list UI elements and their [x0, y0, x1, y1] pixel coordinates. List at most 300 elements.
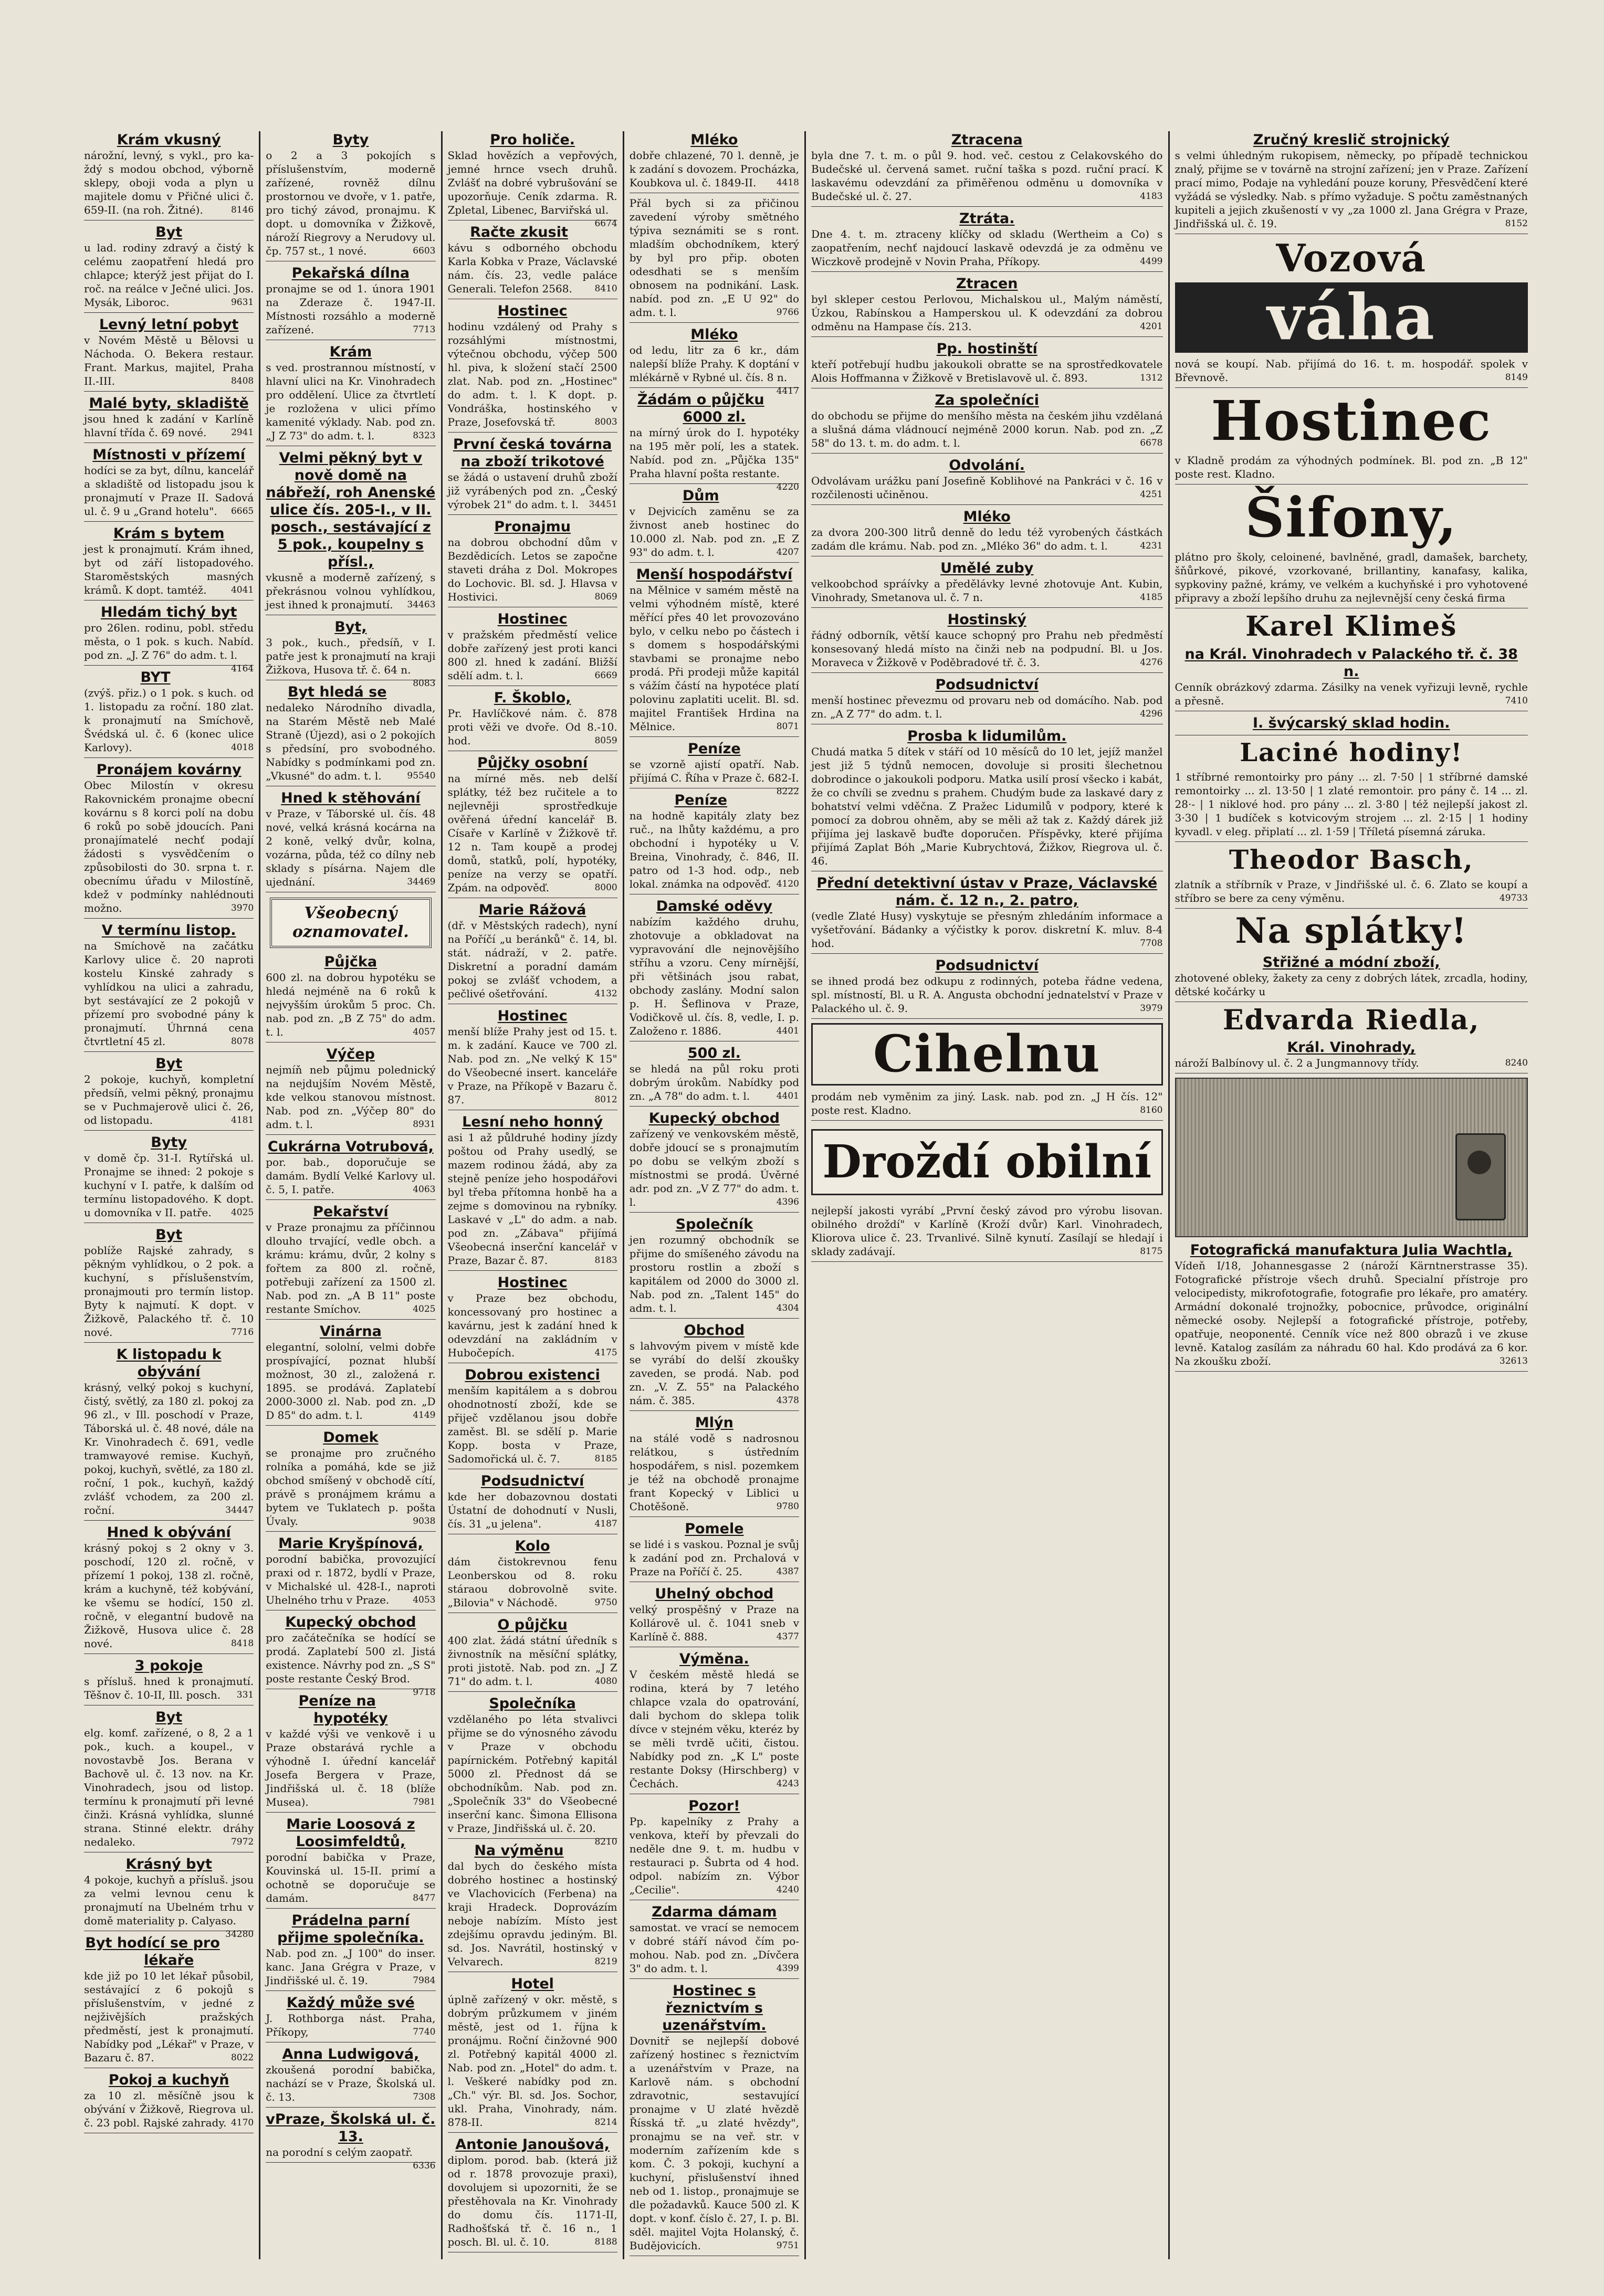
ad-body-text: úplně zařízený v okr. městě, s dobrým průzkumem v jiném městě, jest od 1. října k pronájmu. Roční činžovné 900 zl. Potřebný kapitál 4000 zl. Nab. pod zn. „Hotel" do adm. t. l. Veškeré nabídky pod zn. „Ch." výr. Bl. sd. Jos. Sochor, ukl. Praha, Vinohrady, nám. 878-II. 8214 [447, 1993, 617, 2129]
display-headline: Edvarda Riedla, [1223, 1004, 1480, 1036]
ad-body-text: jsou hned k zadání v Karlíně hlavní třída č. 69 nové. 2941 [84, 413, 254, 439]
ad-reference-number: 4132 [594, 988, 617, 999]
ad-heading: Byt [155, 1709, 183, 1725]
ad-heading: Pozor! [688, 1798, 740, 1814]
ad-body-text: řádný odborník, větší kauce schopný pro Prahu neb předměstí konsesovaný hledá místo na činži neb na podpudní. Bl. u Jos. Moraveca v Žižkově v Poděbradové tř. č. 3. 4276 [811, 629, 1163, 669]
ad-body-text: menší hostinec převezmu od provaru neb od domácího. Nab. pod zn. „A Z 77" do adm. t. l. 4296 [811, 694, 1163, 720]
ad-reference-number: 8418 [230, 1638, 254, 1649]
ad-heading: I. švýcarský sklad hodin. [1252, 714, 1450, 731]
ad-heading: Hotel [511, 1976, 554, 1992]
classified-ad [811, 1204, 1163, 1262]
ad-reference-number: 8214 [594, 2117, 617, 2128]
ad-heading: Společník [675, 1216, 753, 1233]
ad-reference-number: 4399 [776, 1963, 799, 1974]
classified-ad [1175, 954, 1528, 1002]
ad-heading: Ztracen [956, 276, 1018, 292]
ad-reference-number: 8003 [594, 417, 617, 427]
ad-heading: Odvolání. [949, 457, 1025, 473]
classified-ad [1175, 1039, 1528, 1073]
ad-column [806, 131, 1170, 2259]
ad-reference-number: 1312 [1140, 373, 1163, 383]
ad-reference-number: 7410 [1505, 695, 1528, 706]
ad-reference-number: 8323 [413, 430, 436, 441]
classified-ad [630, 196, 799, 323]
ad-body-text: menším kapitálem a s dobrou ohodnotností zboží, kde se přiječ vzdělanou jsou dobře zaměst. Bl. se sdělí p. Marie Kopp. bosta v Praze, Sadomořická ul. č. 7. 8185 [447, 1384, 617, 1465]
ad-heading: BYT [140, 669, 171, 686]
ad-reference-number: 4063 [413, 1184, 436, 1195]
ad-reference-number: 4053 [413, 1595, 436, 1605]
ad-reference-number: 4149 [413, 1410, 436, 1420]
ad-heading: Kupecký obchod [648, 1110, 780, 1126]
classified-ad [448, 518, 617, 607]
ad-body-text: 600 zl. na dobrou hypotéku se hledá nejméně na 6 roků k nejvyšším úrokům 5 proc. Ch. nab. pod zn. „B Z 75" do adm. t. l. 4057 [266, 971, 436, 1038]
ad-reference-number: 49733 [1499, 893, 1528, 904]
ad-reference-number: 4057 [413, 1027, 436, 1037]
ad-heading: Podsudnictví [935, 957, 1039, 974]
classified-ad [1175, 646, 1528, 711]
ad-heading: Kolo [515, 1538, 550, 1554]
ad-body-text: zhotovené obleky, žakety za ceny z dobrých látek, zrcadla, hodiny, dětské kočárky u [1175, 971, 1528, 998]
classified-ad [448, 224, 617, 299]
ad-reference-number: 8183 [594, 1255, 617, 1266]
newspaper-page [79, 131, 1533, 2252]
ad-heading: Umělé zuby [940, 560, 1034, 576]
ad-body-text: jest k pronajmutí. Krám ihned, byt od září listopadového. Staroměstských masných krámů. K dopt. tamtéž. 4041 [84, 543, 254, 596]
ad-reference-number: 4240 [776, 1884, 799, 1895]
classified-ad [811, 1090, 1163, 1121]
classified-ad [266, 618, 436, 689]
ad-body-text: za 10 zl. měsíčně jsou k obývání v Žižkově, Riegrova ul. č. 23 pobl. Rajské zahrady. 4170 [84, 2089, 254, 2129]
classified-ad [266, 131, 435, 261]
ad-reference-number: 4164 [230, 663, 254, 674]
ad-body-text: do obchodu se přijme do menšího města na českém jihu vzdělaná a slušná dáma vládnoucí nejméně 2000 korun. Nab. pod zn. „Z 58" do 13. t. m. do adm. t. l. 6678 [811, 409, 1163, 449]
ad-reference-number: 7981 [413, 1797, 436, 1807]
classified-ad [84, 1346, 254, 1521]
ad-heading: Marie Loosová z Loosimfeldtů, [286, 1816, 415, 1850]
classified-ad [1175, 131, 1528, 234]
ad-reference-number: 4018 [230, 742, 254, 753]
classified-ad [448, 1616, 617, 1692]
ad-reference-number: 8219 [594, 1956, 617, 1967]
ad-column [260, 131, 442, 2259]
ad-heading: Pp. hostinští [936, 341, 1037, 357]
ad-body-text: se lidé i s vaskou. Poznal je svůj k zadání pod zn. Prchalová v Praze na Poříčí č. 25. 4387 [629, 1538, 799, 1578]
classified-ad [84, 1226, 254, 1343]
display-headline: Šifony, [1245, 485, 1458, 550]
classified-ad [630, 1903, 799, 1979]
ad-body-text: s přísluš. hned k pronajmutí. Těšnov č. 10-II, Ill. posch. 331 [84, 1675, 254, 1701]
classified-ad [84, 761, 254, 919]
classified-ad [84, 604, 254, 674]
ad-heading: Krám vkusný [117, 132, 221, 148]
classified-ad [811, 392, 1163, 454]
ad-reference-number: 4418 [776, 177, 799, 188]
ad-body-text: vkusně a moderně zařízený, s překrásnou volnou vyhlídkou, jest ihned k pronajmutí. 34463 [266, 571, 436, 611]
ad-reference-number: 331 [236, 1690, 254, 1700]
ad-heading: První česká továrna na zboží trikotové [453, 436, 612, 470]
ad-heading: Půjčky osobní [477, 755, 588, 771]
classified-ad [630, 566, 799, 737]
classified-ad [811, 728, 1163, 871]
ad-reference-number: 95540 [407, 771, 436, 781]
ad-body-text: v Praze pronajmu za příčinnou dlouho trvající, vedle obch. a krámu: krámu, dvůr, 2 kolny s fořtem za 800 zl. ročně, potřebuji zařízení za 1500 zl. Nab. pod zn. „A B 11" poste restante Smíchov. 4025 [266, 1221, 436, 1315]
ad-body-text: pro 26len. rodinu, pobl. středu města, o 1 pok. s kuch. Nabíd. pod zn. „J. Z 76" do adm. t. l. 4164 [84, 621, 254, 662]
ad-body-text: dal bych do českého místa dobrého hostinec a hostinský ve Vlachovicích (Ferbena) na kraji Hradeck. Doprovázím neboje nabízím. Místo jest zdejšímu opravdu jediným. Bl. sd. Jos. Navrátil, hostinský v Velvarech. 8219 [447, 1860, 617, 1968]
ad-body-text: na hodně kapitály zlaty bez ruč., na lhůty každému, a pro obchodní i hypotéky u V. Breina, Vinohrady, č. 846, II. patro od 1-3 hod. odp., neb lokal. známka na odpověď. 4120 [629, 809, 799, 890]
classified-ad [629, 326, 799, 396]
ad-body-text: vzdělaného po léta stvalivci přijme se do výnosného závodu v Praze v obchodu papírnickém. Potřebný kapitál 5000 zl. Přednost dá se obchodníkům. Nab. pod zn. „Společník 33" do Všeobecné inserční kanc. Šimona Ellisona v Praze, Jindřišská ul. č. 20. 8210 [448, 1712, 617, 1835]
classified-ad [266, 683, 435, 786]
ad-heading: Lesní neho honný [462, 1114, 603, 1130]
ad-heading: Pekařství [313, 1204, 389, 1220]
classified-ad [448, 436, 617, 515]
ad-body-text: u lad. rodiny zdravý a čistý k celému zaopatření hledá pro chlapce; kterýž jest přijat do I. roč. na reálce v Ječné ulici. Jos. Mysák, Liboroc. 9631 [84, 241, 254, 309]
ad-reference-number: 7716 [230, 1327, 254, 1337]
classified-ad [630, 1110, 799, 1213]
ad-body-text: nárožní, levný, s vykl., pro ka-ždý s modou obchod, výborně sklepy, oboji voda a plyn u majitele domu v Přičné ulici č. 659-II. (na roh. Žitné). 8146 [84, 149, 254, 216]
ad-body-text: (vedle Zlaté Husy) vyskytuje se přesným zhledáním informace a vyšetřování. Bádanky a výčistky k porov. diskretní K. mluv. 8-4 hod. 7708 [811, 910, 1163, 950]
ad-heading: Pro holiče. [490, 132, 575, 148]
ad-body-text: s velmi úhledným rukopisem, německy, po případě technickou znalý, přijme se v továrně na strojní zařízení; jen v Praze. Zařízení prací mimo, Podaje na vyhledání pouze koruny, Přesvědčení které vyžádá se výsledky. Nab. s přímo vyžaduje. S počtu zaměstnaných kupiteli a jejich zkušeností v vy „za 1000 zl. Jana Grégra v Praze, Jindřišská ul. č. 19. 8152 [1175, 149, 1528, 230]
ad-body-text: nejmíň neb půjmu polednický na nejdujším Novém Městě, kde velkou stanovou místnost. Nab. pod zn. „Výčep 80" do adm. t. l. 8931 [266, 1063, 436, 1131]
ad-body-text: dobře chlazené, 70 l. denně, je k zadání s dovozem. Procházka, Koubkova ul. č. 1849-II. 4418 [629, 149, 799, 189]
classified-ad [266, 1535, 435, 1610]
classified-ad [630, 131, 799, 193]
ad-heading: Na výměnu [474, 1842, 564, 1859]
classified-ad [1175, 550, 1528, 608]
classified-ad [84, 1856, 254, 1940]
ad-reference-number: 32613 [1499, 1356, 1528, 1367]
ad-body-text: Dne 4. t. m. ztraceny klíčky od skladu (Wertheim a Co) s zaopatřením, nechť najdoucí laskavě odevzdá je za odměnu ve Wiczkově prodejně v Novin Praha, Příkopy. 4499 [811, 228, 1163, 268]
ad-body-text: v Praze bez obchodu, koncessovaný pro hostinec a kavárnu, jest k zadání hned k odevzdání na zakládním v Hubočepích. 4175 [447, 1292, 617, 1359]
camera-icon [1455, 1133, 1506, 1220]
ad-reference-number: 4080 [594, 1676, 617, 1687]
ad-heading: Výměna. [679, 1651, 749, 1667]
ad-heading: Vinárna [319, 1323, 382, 1340]
ad-reference-number: 34280 [225, 1929, 254, 1940]
ad-heading: Dobrou existenci [465, 1367, 600, 1383]
classified-ad [266, 1912, 435, 1991]
ad-heading: Uhelný obchod [655, 1586, 774, 1602]
ad-reference-number: 8408 [230, 376, 254, 386]
ad-heading: Račte zkusit [470, 224, 568, 240]
ad-heading: Krám [329, 344, 372, 360]
ad-heading: Hledám tichý byt [100, 604, 237, 620]
classified-ad [84, 131, 254, 220]
ad-body-text: 400 zlat. žádá státní úředník s živnostník na měsíční splátky, proti jistotě. Nab. pod zn. „J Z 71" do adm. t. l. 4080 [447, 1634, 617, 1688]
ad-body-text: na Smíchově na začátku Karlovy ulice č. 20 naproti kostelu Kinské zahrady s vyhlídkou na ulici a zahradu, byt sestávající ze 2 pokojů v přízemí pro svobodné pány k pronajmutí. Úhrnná cena čtvrtletní 45 zl. 8078 [84, 940, 254, 1048]
ad-body-text: zlatník a stříbrník v Praze, v Jindřišské ul. č. 6. Zlato se koupí a stříbro se bere za ceny výměnu. 49733 [1175, 878, 1528, 905]
ad-reference-number: 7708 [1140, 938, 1163, 949]
ad-heading: Prosba k lidumilům. [907, 728, 1067, 744]
ad-body-text: velkoobchod spráívky a předělávky levné zhotovuje Ant. Kubin, Vinohrady, Smetanova ul. č. 7 n. 4185 [811, 577, 1163, 604]
ad-body-text: kde již po 10 let lékař působil, sestávající z 6 pokojů s příslušenstvím, v jedné z nejživějších pražských předměstí, jest k pronajmutí. Nabídky pod „Lékař" v Praze, v Bazaru č. 87. 8022 [84, 1969, 254, 2064]
ad-reference-number: 4025 [230, 1207, 254, 1218]
ad-heading: Hostinec [497, 611, 568, 627]
ad-body-text: Odvolávam urážku paní Josefině Koblihové na Pankráci v č. 16 v rozčilenosti učiněnou. 4251 [811, 475, 1163, 501]
ad-heading: Král. Vinohrady, [1287, 1039, 1416, 1056]
ad-body-text: se ihned prodá bez odkupu z rodinných, poteba řádne vedena, spl. místností, Bl. u R. A. Angusta obchodní jednatelství v Praze v Palackého ul. č. 9. 3979 [811, 975, 1163, 1015]
ad-body-text: diplom. porod. bab. (která již od r. 1878 provozuje praxi), dovolujem si upozorniti, že se přestěhovala na Kr. Vinohrady do domu čís. 1171-II, Radhošťská tř. č. 16 n., 1 posch. Bl. ul. č. 10. 8188 [447, 2154, 617, 2248]
ad-body-text: 4 pokoje, kuchyň a přísluš. jsou za velmi levnou cenu k pronajmutí na Ubelném trhu v domě materiality p. Calyaso. 34280 [84, 1873, 254, 1928]
ad-body-text: Obec Milostín v okresu Rakovnickém pronajme obecní kovárnu s 8 korci polí na dobu 6 roků po sobě jdoucích. Pani pronajímatelé nechť podají žádosti s vysvědčením o způsobilosti do 30. srpna t. r. obecnímu úřadu v Milostíně, kdež v podmínky nahlédnouti možno. 3970 [84, 779, 254, 914]
ad-heading: V termínu listop. [101, 922, 236, 939]
classified-ad [811, 131, 1163, 207]
ad-reference-number: 8931 [413, 1119, 436, 1130]
ad-heading: Antonie Janoušová, [455, 2136, 610, 2153]
classified-ad [266, 449, 435, 615]
ad-reference-number: 8160 [1140, 1104, 1163, 1115]
ad-reference-number: 8012 [594, 1094, 617, 1105]
classified-ad [1175, 454, 1528, 485]
ad-reference-number: 4207 [776, 547, 799, 557]
ad-heading: Hostinec s řeznictvím s uzenářstvím. [662, 1983, 767, 2034]
display-headline: Theodor Basch, [1229, 844, 1474, 875]
ad-body-text: v domě čp. 31-I. Rytířská ul. Pronajme se ihned: 2 pokoje s kuchyní v I. patře, k dalším od termínu listopadového. K dopt. u domovníka v II. patře. 4025 [84, 1152, 254, 1219]
ad-reference-number: 8022 [230, 2052, 254, 2063]
ad-body-text: na porodní s celým zaopatř. 6336 [266, 2145, 435, 2159]
ad-body-text: menší blíže Prahy jest od 15. t. m. k zadání. Kauce ve 700 zl. Nab. pod zn. „Ne velký K 15" do Všeobecné insert. kanceláře v Praze, na Příkopě v Bazaru č. 87. 8012 [447, 1025, 617, 1106]
ad-heading: Byty [332, 132, 369, 148]
classified-ad [811, 560, 1163, 608]
ad-reference-number: 6674 [594, 218, 617, 229]
ad-reference-number: 9751 [776, 2240, 799, 2251]
classified-ad [1175, 714, 1528, 735]
ad-reference-number: 4187 [594, 1519, 617, 1529]
classified-ad [630, 898, 799, 1041]
ad-body-text: Nab. pod zn. „J 100" do inser. kanc. Jana Grégra v Praze, v Jindřišské ul. č. 19. 7984 [266, 1947, 436, 1987]
ad-body-text: 3 pok., kuch., předsíň, v I. patře jest k pronajmutí na kraji Žižkova, Husova tř. č. 64 n. 8083 [266, 636, 435, 677]
ad-body-text: Vídeň I/18, Johannesgasse 2 (nároží Kärntnerstrasse 35). Fotografické přístroje všech druhů. Specialní přístroje pro velocipedisty, mikrofotografie, fotografie pro lékaře, pro amatéry. Armádní dokonalé trojnožky, pobocnice, průvodce, originální německé osoby. Nejlepší a fotografické přístroje, potřeby, opatřuje, neoponenté. Cenník více než 800 obrazů i ve zkuse levně. Katalog zasílám za náhradu 60 hal. Kdo prodává za 6 kor. Na zkoušku zboží. 32613 [1175, 1259, 1528, 1368]
ad-reference-number: 8477 [413, 1893, 436, 1903]
classified-ad [811, 875, 1163, 954]
ad-body-text: na stálé vodě s nadrosnou relátkou, s ústředním hospodářem, s nisl. pozemkem je též na obchodě pronajme frant Kopecký v Liblici u Chotěšoně. 9780 [629, 1432, 799, 1513]
ad-heading: 3 pokoje [134, 1658, 203, 1674]
classified-ad [84, 1055, 254, 1131]
classified-ad [629, 740, 799, 797]
ad-reference-number: 4220 [776, 482, 799, 492]
ad-heading: Fotografická manufaktura Julia Wachtla, [1190, 1242, 1513, 1259]
ad-body-text: asi 1 až půldruhé hodiny jízdy poštou od Prahy usedlý, se mazem rodinou žádá, aby za stejně peníze jeho hospodářovi byl třeba přítomna honbě ha a zejme s domovinou na rybníky. Laskavé v „L" do adm. a nab. pod zn. „Zábava" přijímá Všeobecná inserční kancelář v Praze, Bazar č. 87. 8183 [447, 1131, 617, 1267]
ad-heading: Anna Ludwigová, [282, 2046, 420, 2062]
ad-reference-number: 4276 [1140, 657, 1163, 668]
classified-ad [84, 922, 254, 1052]
ad-body-text: kávu s odborného obchodu Karla Kobka v Praze, Václavské nám. čís. 23, vedle paláce Generali. Telefon 2568. 8410 [447, 241, 617, 295]
ad-body-text: v Novém Městě u Bělovsi u Náchoda. O. Bekera restaur. Frant. Markus, majitel, Praha II.-III. 8408 [84, 334, 254, 387]
ad-reference-number: 4170 [230, 2118, 254, 2128]
display-headline: Droždí obilní [822, 1135, 1152, 1188]
ad-column [443, 131, 624, 2259]
classified-ad [448, 1274, 617, 1363]
ad-reference-number: 4304 [776, 1303, 799, 1313]
ad-body-text: (dř. v Městských radech), nyní na Poříčí „u beránků" č. 14, bl. stát. nádraží, v 2. patře. Diskretní a poradní damám pokoj se zvlášť vchodem, a pečlivé ošetřování. 4132 [447, 919, 617, 1000]
classified-ad [266, 1138, 435, 1200]
ad-heading: Prádelna parní přijme společníka. [277, 1912, 424, 1946]
ad-body-text: elg. komf. zařízené, o 8, 2 a 1 pok., kuch. a koupel., v novostavbě Jos. Berana v Bachově ul. č. 13 nov. na Kr. Vinohradech, jsou od listop. termínu k pronajmutí při levné činži. Krásná vyhlídka, slunné strana. Stinné elektr. dráhy nedaleko. 7972 [84, 1726, 254, 1848]
ad-reference-number: 8078 [230, 1036, 254, 1047]
classified-ad [811, 457, 1163, 505]
classified-ad [448, 1842, 617, 1972]
ad-reference-number: 2941 [230, 427, 254, 438]
ad-heading: Podsudnictví [935, 677, 1039, 693]
classified-ad [1175, 878, 1528, 909]
ad-reference-number: 4120 [776, 879, 799, 889]
classified-ad [630, 1520, 799, 1582]
display-headline: Cihelnu [811, 1023, 1163, 1086]
ad-body-text: od ledu, litr za 6 kr., dám nalepší blíže Prahy. K doptání v mlékárně v Rybné ul. čís. 8 n. 4417 [630, 343, 799, 384]
ad-reference-number: 4401 [776, 1026, 799, 1036]
ad-heading: na Král. Vinohradech v Palackého tř. č. 38 n. [1184, 646, 1518, 680]
ad-body-text: poblíže Rajské zahrady, s pěkným vyhlídkou, o 2 pok. a kuchyní, s příslušenstvím, pronajmouti pro termín listop. Byty k najmutí. K dopt. v Žižkově, Palackého tř. č. 10 nové. 7716 [84, 1244, 254, 1339]
classified-ad [630, 1045, 799, 1107]
classified-ad [630, 1797, 799, 1900]
ad-reference-number: 34463 [407, 599, 436, 610]
classified-ad [630, 1216, 799, 1319]
ad-reference-number: 8222 [776, 786, 799, 797]
ad-heading: O půjčku [497, 1617, 568, 1633]
display-headline: Vozová [1276, 236, 1427, 280]
ad-body-text: dám čistokrevnou fenu Leonberskou od 8. roku stáraou dobrovolně svite. „Bilovia" v Náchodě. 9750 [447, 1555, 617, 1609]
classified-ad [811, 508, 1163, 556]
ad-reference-number: 9631 [230, 297, 254, 308]
display-headline: Laciné hodiny! [1240, 738, 1463, 767]
classified-ad [266, 953, 435, 1042]
classified-ad [811, 957, 1163, 1019]
ad-heading: Přední detektivní ústav v Praze, Václavské nám. č. 12 n., 2. patro, [816, 875, 1158, 909]
ad-heading: Zdarma dámam [652, 1904, 777, 1920]
ad-body-text: (zvýš. přiz.) o 1 pok. s kuch. od 1. listopadu za roční. 180 zlat. k pronajmutí na Smíchově, Švédská ul. č. 6 (konec ulice Karlovy). 4018 [84, 687, 254, 754]
ad-body-text: se vzorně ajistí opatří. Nab. přijímá C. Říha v Praze č. 682-I. 8222 [630, 757, 799, 785]
ad-body-text: J. Rothborga nást. Praha, Příkopy, 7740 [266, 2012, 436, 2038]
ad-body-text: zařízený ve venkovském městě, dobře jdoucí se s pronajmutím po dobu se velkým zboží s místnostmi se prodá. Úvěrné adr. pod zn. „V Z 77" do adm. t. l. 4396 [629, 1128, 799, 1208]
ad-body-text: plátno pro školy, celoinené, bavlněné, gradl, damašek, barchety, šňůrkové, pikové, vzorkované, brillantiny, kanafasy, kalika, sypkoviny pažné, krámy, ve velkém a kuchyňské i pro vyhotovené připravy a zboží lepšího druhu za nejlevnější ceny česká firma [1175, 550, 1528, 604]
ad-reference-number: 4025 [413, 1304, 436, 1314]
ad-heading: Ztráta. [959, 210, 1015, 227]
ad-reference-number: 4041 [230, 585, 254, 595]
photographer-illustration [1175, 1078, 1528, 1237]
classified-ad [811, 676, 1163, 724]
ad-body-text: na mírný úrok do I. hypotéky na 195 měr polí, les a statek. Nabíd. pod zn. „Půjčka 135" Praha hlavní pošta restante. 4220 [630, 426, 799, 480]
ad-reference-number: 8059 [594, 735, 617, 746]
classified-ad [630, 1414, 799, 1517]
ad-body-text: Sklad hovězích a vepřových, jemné hrnce vsech druhů. Zvlášť na dobré vybrušování se upozorňuje. Ceník zdarma. R. Zpletal, Libenec, Barviřská ul. 6674 [448, 149, 617, 217]
ad-body-text: se hledá na půl roku proti dobrým úrokům. Nabídky pod zn. „A 78" do adm. t. l. 4401 [629, 1062, 799, 1102]
ad-reference-number: 4181 [230, 1115, 254, 1125]
display-ad-box [811, 1129, 1163, 1195]
ad-heading: Byt [155, 224, 183, 240]
classified-ad [84, 2071, 254, 2133]
ad-body-text: pro začátečníka se hodící se prodá. Zaplatebí 500 zl. Jistá existence. Návrhy pod zn. „S S" poste restante Český Brod. 9718 [266, 1631, 435, 1686]
ad-heading: Byt hodící se pro lékaře [85, 1935, 220, 1968]
classified-ad [630, 487, 799, 563]
classified-ad [266, 2046, 435, 2108]
ad-reference-number: 7972 [230, 1837, 254, 1847]
ad-reference-number: 8069 [594, 592, 617, 602]
ad-heading: Každý může své [286, 1995, 415, 2011]
classified-ad [84, 1524, 254, 1654]
ad-reference-number: 4201 [1140, 321, 1163, 332]
ad-reference-number: 4183 [1140, 191, 1163, 202]
ad-heading: Hostinský [947, 612, 1026, 628]
ad-body-text: Přál bych si za přičinou zavedení výroby smětného týpiva seznámiti se s ront. mladším obchodníkem, který by byl pro přip. oboten odesdhati se s menším obnosem na podnikání. Lask. nabíd. pod zn. „E U 92" do adm. t. l. 9766 [629, 197, 799, 319]
classified-ad [84, 1134, 254, 1223]
ad-heading: Krám s bytem [113, 525, 225, 542]
ad-reference-number: 9766 [776, 307, 799, 318]
classified-ad [266, 1816, 435, 1909]
ad-reference-number: 7713 [413, 324, 436, 335]
ad-body-text: krásný, velký pokoj s kuchyní, čistý, světlý, za 180 zl. pokoj za 96 zl., v Ill. poschodí v Praze, Táborská ul. č. 48 nové, dále na Kr. Vinohradech č. 691, vedle tramwayové remise. Kuchyň, pokoj, kuchyň, světlé, za 180 zl. roční, 1 pok., kuchyň, každý zvlášť vchodem, za 200 zl. roční. 34447 [84, 1381, 254, 1516]
ad-reference-number: 8083 [413, 678, 436, 689]
classified-ad [266, 343, 435, 446]
ad-reference-number: 34451 [589, 499, 617, 510]
classified-ad [266, 2111, 436, 2171]
ad-heading: Domek [323, 1429, 379, 1446]
ad-heading: Pokoj a kuchyň [108, 2072, 229, 2088]
classified-ad [266, 1046, 435, 1135]
ad-heading: Ztracena [951, 132, 1023, 148]
ad-reference-number: 4499 [1140, 256, 1163, 267]
ad-reference-number: 8071 [776, 721, 799, 732]
ad-body-text: s lahvovým pivem v místě kde se vyrábí do delší zkoušky zaveden, se prodá. Nab. pod zn. „V. Z. 55" na Palackého nám. č. 385. 4378 [629, 1340, 799, 1407]
ad-body-text: krásný pokoj s 2 okny v 3. poschodí, 120 zl. ročně, v přízemí 1 pokoj, 138 zl. ročně, krám a kuchyně, též kobývání, ke všemu se hodící, 150 zl. ročně, v elegantní budově na Žižkově, Husova ulice č. 28 nové. 8418 [84, 1542, 254, 1650]
ad-heading: Pomele [685, 1521, 744, 1537]
classified-ad [448, 1366, 617, 1469]
ad-heading: Levný letní pobyt [99, 317, 239, 333]
ad-heading: Mléko [690, 132, 738, 148]
ad-heading: Výčep [326, 1046, 375, 1062]
ad-heading: Peníze [674, 792, 728, 808]
classified-ad [1175, 1241, 1528, 1372]
ad-reference-number: 4417 [776, 386, 799, 396]
ad-body-text: hodíci se za byt, dílnu, kancelář a skladiště od listopadu jsou k pronajmutí v Praze II. Sadová ul. č. 9 u „Grand hotelu". 6665 [84, 464, 254, 518]
ad-body-text: 2 pokoje, kuchyň, kompletní předsíň, velmi pěkný, pronajmu se v Puchmajerově ulici č. 26, od listopadu. 4181 [84, 1073, 254, 1126]
ad-heading: Obchod [684, 1322, 745, 1339]
ad-reference-number: 4396 [776, 1197, 799, 1207]
ad-reference-number: 7740 [413, 2027, 436, 2037]
ad-body-text: Pr. Havlíčkové nám. č. 878 proti věži ve dvoře. Od 8.-10. hod. 8059 [447, 707, 617, 747]
ad-reference-number: 7308 [413, 2092, 436, 2102]
ad-reference-number: 8149 [1505, 372, 1528, 383]
ad-reference-number: 4378 [776, 1395, 799, 1406]
ad-reference-number: 8146 [230, 205, 254, 215]
classified-ad [630, 1322, 799, 1411]
ad-heading: Marie Rážová [478, 902, 586, 918]
classified-ad [630, 1585, 799, 1647]
classified-ad [448, 1537, 617, 1613]
ad-body-text: prodám neb vyměnim za jiný. Lask. nab. pod zn. „J H čís. 12" poste rest. Kladno. 8160 [811, 1090, 1163, 1117]
classified-ad [448, 1975, 617, 2133]
ad-body-text: nabízím každého druhu, zhotovuje a obkladovat na vypravování dle nejnovějšího stříhu a vzoru. Ceny mírnější, při většinách jsou rabat, obchody zaslány. Modní salon p. H. Šeflinova v Praze, Vodičkově ul. čís. 8, vedle, I. p. Založeno r. 1886. 4401 [629, 915, 799, 1037]
ad-body-text: velký prospěšný v Praze na Kollárově ul. č. 1041 sneb v Karlíně č. 888. 4377 [629, 1603, 799, 1643]
ad-reference-number: 4401 [776, 1091, 799, 1101]
ad-heading: Hostinec [497, 1275, 568, 1291]
section-banner: Všeobecný oznamovatel. [270, 898, 431, 948]
classified-ad [84, 224, 254, 313]
ad-reference-number: 34447 [225, 1505, 254, 1515]
classified-ad [448, 689, 617, 751]
ad-heading: F. Škoblo, [494, 690, 571, 706]
ad-reference-number: 9718 [413, 1687, 436, 1698]
ad-reference-number: 6603 [413, 246, 436, 256]
classified-ad [448, 610, 617, 686]
ad-body-text: Dovnitř se nejlepší dobové zařízený hostinec s řeznictvím a uzenářstvím v Praze, na Karlově nám. s obchodní zdravotnic, sestavující pronajme v U zlaté hvězdě Řísská tř. „u zlaté hvězdy", pronajmu se na veř. str. v moderním zařízením kde s kom. Č. 3 pokoji, kuchyní a kuchyní, přislušenství ihned neb od 1. listop., pronajmuje se dle požadavků. Kauce 500 zl. K dopt. v konf. číslo č. 27, I. p. Bl. sděl. majitel Vojta Holanský, č. Budějovicích. 9751 [629, 2035, 799, 2252]
classified-ad [447, 131, 617, 229]
ad-heading: Malé byty, skladiště [89, 395, 249, 412]
ad-heading: Peníze na hypotéky [298, 1693, 388, 1726]
ad-heading: Podsudnictví [480, 1473, 584, 1489]
ad-reference-number: 4377 [776, 1631, 799, 1642]
ad-heading: Pronajmu [494, 519, 571, 535]
